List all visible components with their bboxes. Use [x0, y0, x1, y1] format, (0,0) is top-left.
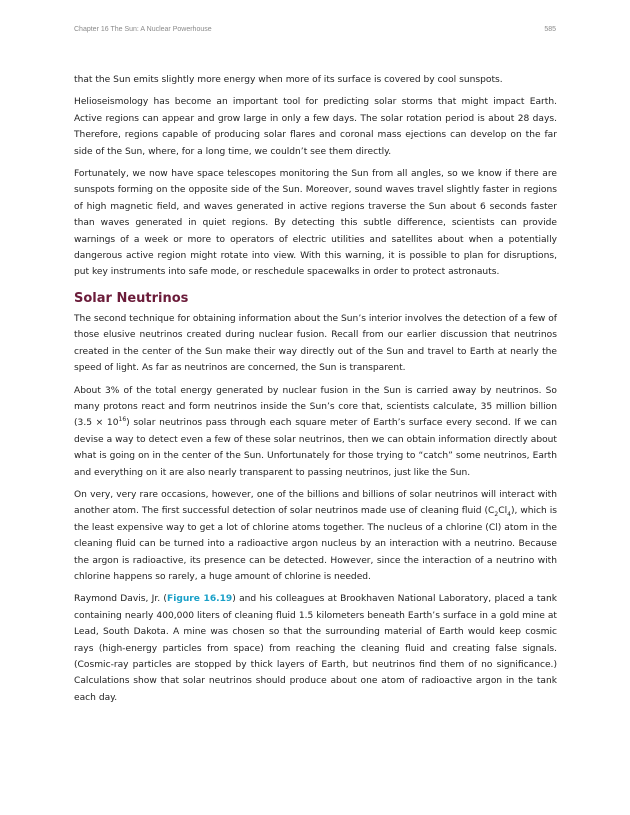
- paragraph-rare-interaction: [74, 487, 557, 585]
- chapter-title: Chapter 16 The Sun: A Nuclear Powerhouse: [74, 26, 212, 33]
- paragraph-sunspots: that the Sun emits slightly more energy when more of its surface is covered by cool sunspots.: [74, 75, 503, 85]
- paragraph-davis-experiment: [74, 591, 557, 706]
- page-header: [74, 26, 556, 33]
- text-span: About 3% of the total energy generated by nuclear fusion in the Sun is carried away by neutrinos. So many protons react and form neutrinos inside the Sun’s core that, scientists calculate, 35 million billion (3.5 × 10: [74, 385, 557, 429]
- text-span: ) solar neutrinos pass through each square meter of Earth’s surface every second. If we can devise a way to detect even a few of these solar neutrinos, then we can obtain information directly about what is going on in the center of the Sun. Unfortunately for those trying to “catch” some neutrinos, Earth and everything on it are also nearly transparent to passing neutrinos, just like the Sun.: [74, 418, 557, 478]
- section-heading: Solar Neutrinos: [74, 290, 189, 306]
- page-content: [74, 72, 557, 712]
- page-number: 585: [544, 26, 556, 33]
- text-span: ) and his colleagues at Brookhaven National Laboratory, placed a tank containing nearly 400,000 liters of cleaning fluid 1.5 kilometers beneath Earth’s surface in a gold mine at Lead, South Dakota. A mine was chosen so that the surrounding material of Earth would keep cosmic rays (high-energy particles from space) from reaching the cleaning fluid and creating false signals. (Cosmic-ray particles are stopped by thick layers of Earth, but neutrinos find them of no significance.) Calculations show that solar neutrinos should produce about one atom of radioactive argon in the tank each day.: [74, 594, 557, 703]
- figure-link[interactable]: Figure 16.19: [166, 594, 233, 605]
- text-span: Raymond Davis, Jr. (: [74, 594, 167, 605]
- paragraph-neutrino-technique: The second technique for obtaining information about the Sun’s interior involves the detection of a few of those elusive neutrinos created during nuclear fusion. Recall from our earlier discussion that neutrinos created in the center of the Sun make their way directly out of the Sun and travel to Earth at nearly the speed of light. As far as neutrinos are concerned, the Sun is transparent.: [74, 313, 557, 374]
- paragraph-helioseismology: Helioseismology has become an important tool for predicting solar storms that might impact Earth. Active regions can appear and grow large in only a few days. The solar rotation period is about 28 days. Therefore, regions capable of producing solar flares and coronal mass ejections can develop on the far side of the Sun, where, for a long time, we couldn’t see them directly.: [74, 97, 557, 157]
- exponent: 16: [118, 416, 127, 424]
- paragraph-neutrino-energy: [74, 383, 557, 481]
- text-span: ), which is the least expensive way to get a lot of chlorine atoms together. The nucleus of a chlorine (Cl) atom in the cleaning fluid can be turned into a radioactive argon nucleus by an interaction with a neutrino. Because the argon is radioactive, its presence can be detected. However, since the interaction of a neutrino with chlorine happens so rarely, a huge amount of chlorine is needed.: [74, 506, 557, 582]
- text-span: On very, very rare occasions, however, one of the billions and billions of solar neutrinos will interact with another atom. The first successful detection of solar neutrinos made use of cleaning fluid (C: [74, 489, 557, 517]
- text-span: Cl: [498, 506, 508, 517]
- subscript: 2: [494, 511, 499, 519]
- subscript: 4: [507, 511, 511, 519]
- paragraph-space-telescopes: Fortunately, we now have space telescopes monitoring the Sun from all angles, so we know if there are sunspots forming on the opposite side of the Sun. Moreover, sound waves travel slightly faster in regions of high magnetic field, and waves generated in active regions traverse the Sun about 6 seconds faster than waves generated in quiet regions. By detecting this subtle difference, scientists can provide warnings of a week or more to operators of electric utilities and satellites about when a potentially dangerous active region might rotate into view. With this warning, it is possible to plan for disruptions, put key instruments into safe mode, or reschedule spacewalks in order to protect astronauts.: [74, 169, 557, 278]
